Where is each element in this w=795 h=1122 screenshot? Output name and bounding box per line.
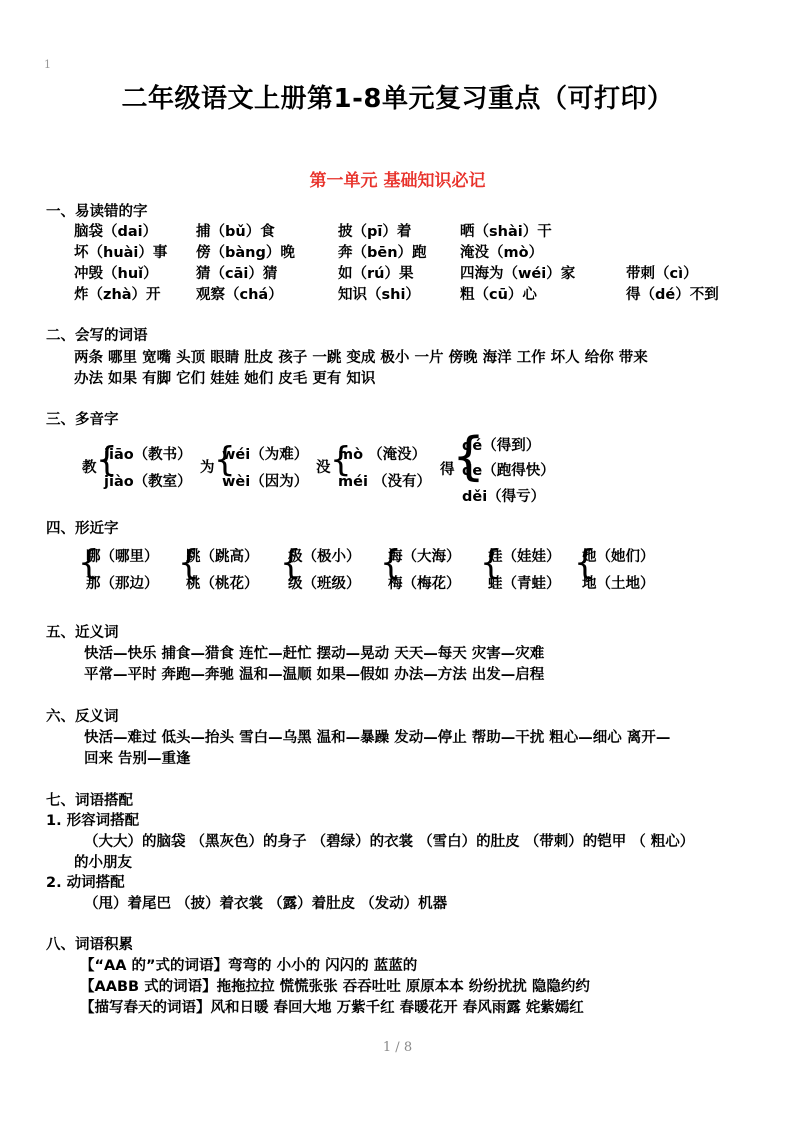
text-line: （大大）的脑袋 （黑灰色）的身子 （碧绿）的衣裳 （雪白）的肚皮 （带刺）的铠甲 （ 粗心） — [84, 834, 695, 850]
text-line: 的小朋友 — [74, 855, 132, 871]
word-cell: 淹没（mò） — [460, 245, 544, 261]
word-cell: 晒（shài）干 — [460, 224, 552, 240]
text-line: 快活—难过 低头—抬头 雪白—乌黑 温和—暴躁 发动—停止 帮助—干扰 粗心—细心 离开— — [84, 730, 671, 746]
word-cell: 脑袋（dai） — [74, 224, 158, 240]
text-line: 【“AA 的”式的词语】弯弯的 小小的 闪闪的 蓝蓝的 — [80, 958, 418, 974]
subsection-heading: 2. 动词搭配 — [46, 875, 125, 891]
pinyin-item: dé（得到） — [462, 438, 541, 454]
word-cell: 带刺（cì） — [626, 266, 698, 282]
word-cell: 傍（bàng）晚 — [196, 245, 295, 261]
word-cell: 知识（shi） — [338, 287, 420, 303]
word-cell: 坏（huài）事 — [74, 245, 168, 261]
char-item: 娃（娃娃） — [488, 549, 561, 565]
word-cell: 冲毁（huǐ） — [74, 266, 158, 282]
section-5-heading: 五、近义词 — [46, 625, 119, 641]
brace-icon: { — [452, 427, 486, 487]
text-line: 平常—平时 奔跑—奔驰 温和—温顺 如果—假如 办法—方法 出发—启程 — [84, 667, 545, 683]
text-line: 快活—快乐 捕食—猎食 连忙—赶忙 摆动—晃动 天天—每天 灾害—灾难 — [84, 646, 545, 662]
char-item: 级（班级） — [288, 576, 361, 592]
word-cell: 观察（chá） — [196, 287, 283, 303]
char-item: 跳（跳高） — [186, 549, 259, 565]
text-line: 【AABB 式的词语】拖拖拉拉 慌慌张张 吞吞吐吐 原原本本 纷纷扰扰 隐隐约约 — [80, 979, 590, 995]
brace-icon: { — [96, 440, 118, 480]
brace-icon: { — [330, 440, 352, 480]
corner-page-number: 1 — [44, 58, 51, 71]
char-item: 梅（梅花） — [388, 576, 461, 592]
polyphone-char: 教 — [82, 460, 97, 476]
brace-icon: { — [214, 440, 236, 480]
char-item: 她（她们） — [582, 549, 655, 565]
section-4-heading: 四、形近字 — [46, 521, 119, 537]
word-cell: 四海为（wéi）家 — [460, 266, 576, 282]
word-cell: 披（pī）着 — [338, 224, 412, 240]
pinyin-item: jiào（教室） — [104, 474, 192, 490]
brace-icon: { — [178, 543, 200, 583]
page-footer: 1 / 8 — [382, 1040, 413, 1055]
char-item: 地（土地） — [582, 576, 655, 592]
pinyin-item: jiāo（教书） — [104, 447, 192, 463]
char-item: 桃（桃花） — [186, 576, 259, 592]
pinyin-item: wèi（因为） — [222, 474, 309, 490]
unit-title: 第一单元 基础知识必记 — [309, 171, 486, 191]
char-item: 哪（哪里） — [86, 549, 159, 565]
char-item: 海（大海） — [388, 549, 461, 565]
brace-icon: { — [574, 543, 596, 583]
pinyin-item: wéi（为难） — [222, 447, 309, 463]
subsection-heading: 1. 形容词搭配 — [46, 813, 140, 829]
section-6-heading: 六、反义词 — [46, 709, 119, 725]
polyphone-char: 为 — [200, 460, 215, 476]
brace-icon: { — [480, 543, 502, 583]
pinyin-item: de（跑得快） — [462, 463, 555, 479]
section-8-heading: 八、词语积累 — [46, 937, 133, 953]
word-cell: 得（dé）不到 — [626, 287, 719, 303]
char-item: 蛙（青蛙） — [488, 576, 561, 592]
section-2-heading: 二、会写的词语 — [46, 328, 148, 344]
brace-icon: { — [78, 543, 100, 583]
word-cell: 奔（bēn）跑 — [338, 245, 427, 261]
pinyin-item: méi （没有） — [338, 474, 431, 490]
char-item: 那（那边） — [86, 576, 159, 592]
word-cell: 炸（zhà）开 — [74, 287, 161, 303]
text-line: 办法 如果 有脚 它们 娃娃 她们 皮毛 更有 知识 — [74, 371, 376, 387]
brace-icon: { — [380, 543, 402, 583]
text-line: 【描写春天的词语】风和日暖 春回大地 万紫千红 春暖花开 春风雨露 姹紫嫣红 — [80, 1000, 584, 1016]
word-cell: 如（rú）果 — [338, 266, 414, 282]
section-7-heading: 七、词语搭配 — [46, 793, 133, 809]
brace-icon: { — [280, 543, 302, 583]
word-cell: 捕（bǔ）食 — [196, 224, 275, 240]
polyphone-char: 没 — [316, 460, 331, 476]
section-1-heading: 一、易读错的字 — [46, 204, 148, 220]
word-cell: 粗（cū）心 — [460, 287, 537, 303]
page-title: 二年级语文上册第1-8单元复习重点（可打印） — [121, 84, 674, 114]
text-line: 两条 哪里 宽嘴 头顶 眼睛 肚皮 孩子 一跳 变成 极小 一片 傍晚 海洋 工作 坏人 给你 带来 — [74, 350, 648, 366]
word-cell: 猜（cāi）猜 — [196, 266, 278, 282]
text-line: 回来 告别—重逢 — [84, 751, 191, 767]
pinyin-item: děi（得亏） — [462, 489, 546, 505]
char-item: 极（极小） — [288, 549, 361, 565]
section-3-heading: 三、多音字 — [46, 412, 119, 428]
polyphone-char: 得 — [440, 462, 455, 478]
text-line: （甩）着尾巴 （披）着衣裳 （露）着肚皮 （发动）机器 — [84, 896, 448, 912]
pinyin-item: mò （淹没） — [338, 447, 427, 463]
